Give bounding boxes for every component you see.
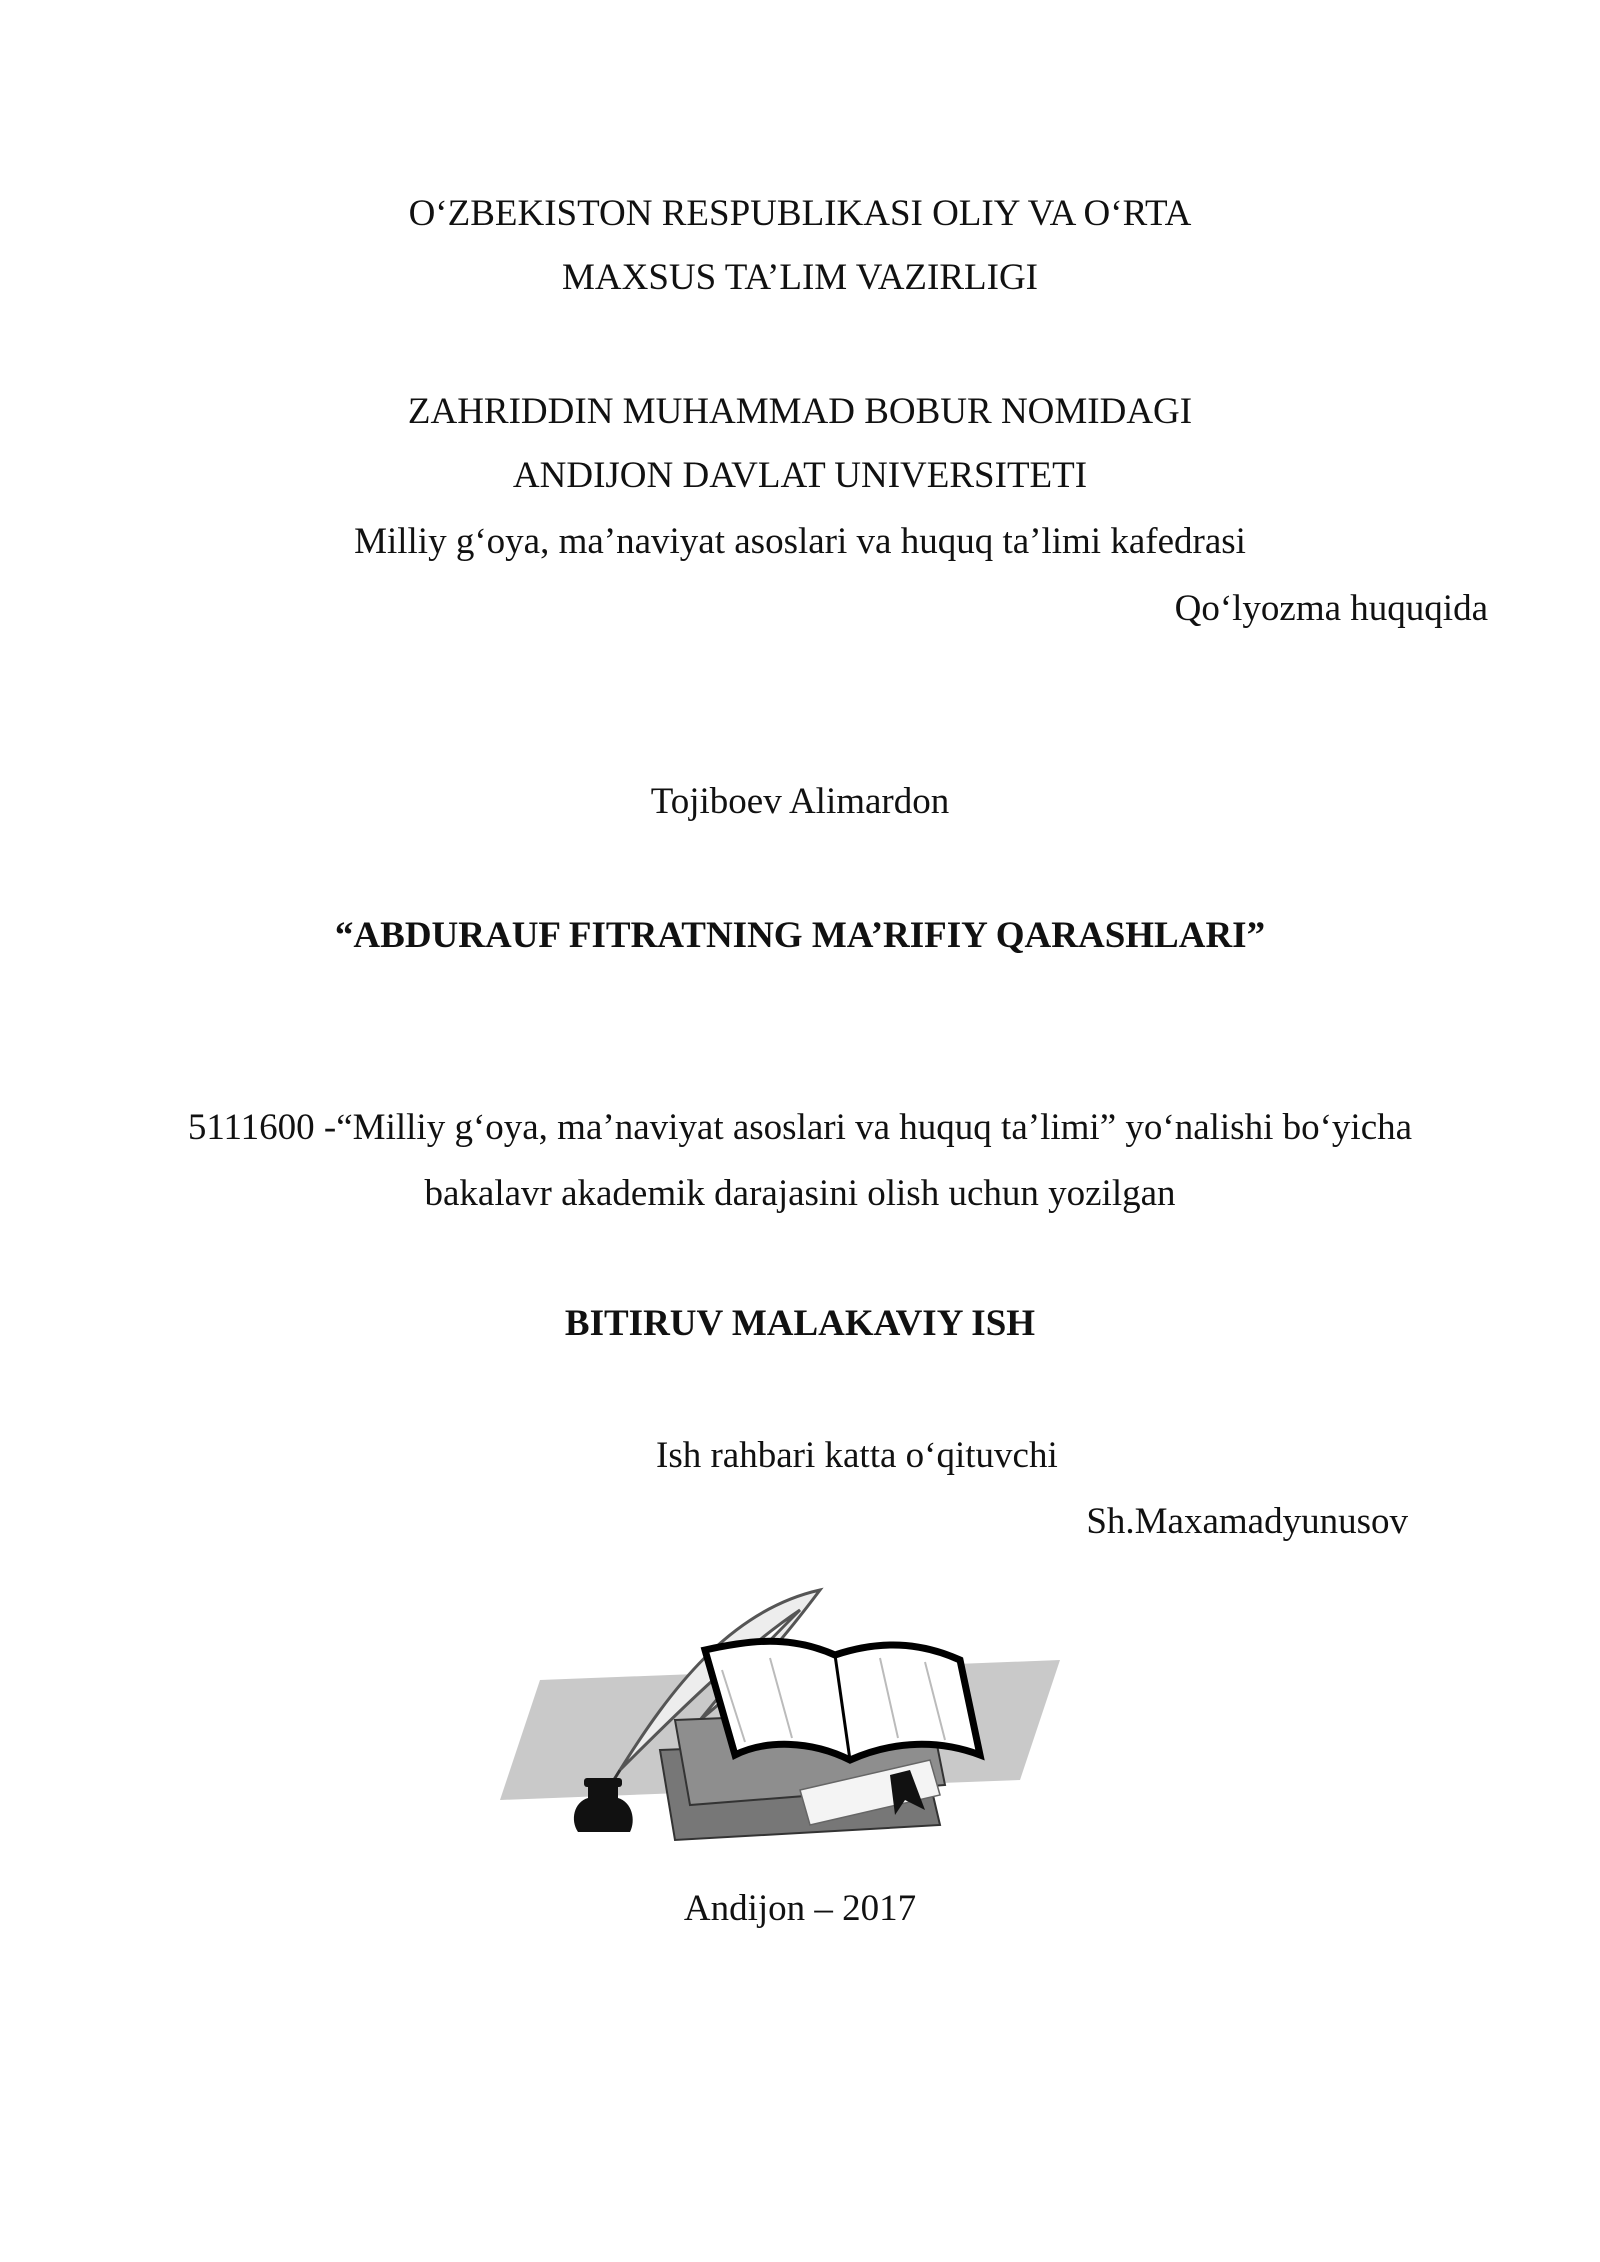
book-quill-inkwell-icon <box>500 1570 1100 1870</box>
author-name: Tojiboev Alimardon <box>650 781 950 822</box>
university-line-1: ZAHRIDDIN MUHAMMAD BOBUR NOMIDAGI <box>407 391 1193 432</box>
purpose-line-2: bakalavr akademik darajasini olish uchun yozilgan <box>424 1173 1176 1214</box>
inkwell-cap <box>584 1778 622 1787</box>
work-type: BITIRUV MALAKAVIY ISH <box>564 1303 1036 1344</box>
ministry-line-2: MAXSUS TA’LIM VAZIRLIGI <box>561 257 1038 298</box>
university-line-2: ANDIJON DAVLAT UNIVERSITETI <box>512 455 1088 496</box>
department-name: Milliy g‘oya, ma’naviyat asoslari va huquq ta’limi kafedrasi <box>354 521 1246 562</box>
supervisor-role: Ish rahbari katta o‘qituvchi <box>656 1435 1058 1476</box>
thesis-title: “ABDURAUF FITRATNING MA’RIFIY QARASHLARI” <box>334 915 1266 956</box>
supervisor-name: Sh.Maxamadyunusov <box>1086 1501 1408 1542</box>
purpose-line-1: 5111600 -“Milliy g‘oya, ma’naviyat asoslari va huquq ta’limi” yo‘nalishi bo‘yicha <box>187 1107 1413 1148</box>
place-and-year: Andijon – 2017 <box>683 1888 917 1929</box>
manuscript-note: Qo‘lyozma huquqida <box>1174 588 1488 629</box>
ministry-line-1: O‘ZBEKISTON RESPUBLIKASI OLIY VA O‘RTA <box>408 193 1192 234</box>
